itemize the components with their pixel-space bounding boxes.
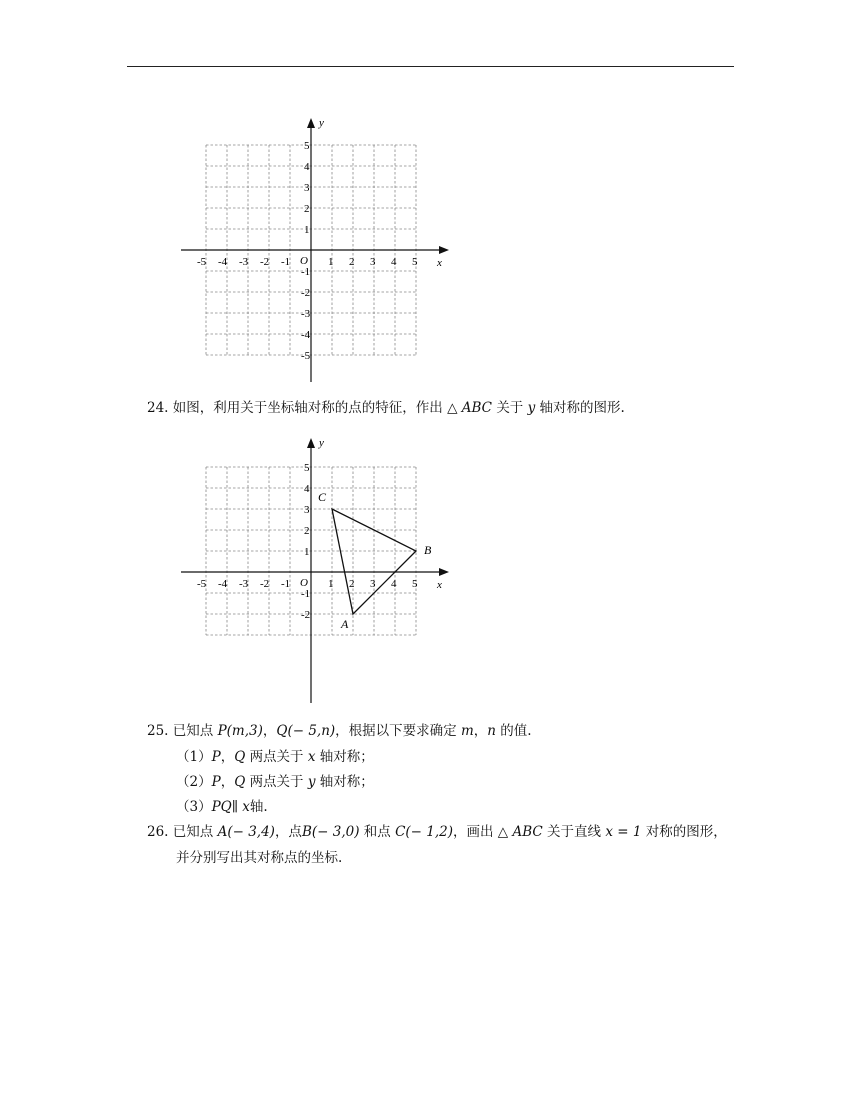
x-tick-label: -1 (281, 578, 291, 590)
q24-math-triangle: △ ABC (447, 400, 493, 416)
x-tick-label: 3 (370, 578, 376, 590)
q25-item-1-t1: 两点关于 (249, 749, 304, 765)
q25-item-1 (176, 747, 374, 767)
q26-math-a: A(− 3,4) (217, 824, 275, 840)
q26-line2: 并分别写出其对称点的坐标. (176, 850, 343, 866)
origin-label: O (300, 577, 308, 589)
y-tick-label: -5 (301, 350, 311, 362)
origin-label: O (300, 255, 308, 267)
y-tick-label: 5 (304, 140, 310, 152)
q26-math-b: B(− 3,0) (301, 824, 360, 840)
y-tick-label: 4 (304, 161, 310, 173)
q26-number: 26. (147, 824, 169, 840)
q25-item-2 (176, 772, 374, 792)
y-tick-label: -1 (301, 588, 311, 600)
x-tick-label: 4 (391, 256, 397, 268)
q25-sep2: ， (473, 723, 488, 739)
q25-item-2-prefix: （2） (176, 774, 212, 790)
x-tick-label: -2 (260, 578, 270, 590)
x-tick-label: -5 (197, 578, 207, 590)
q25-math-q: Q(− 5,n) (276, 723, 336, 739)
q26-text-b: ，点 (274, 824, 302, 840)
y-axis-label: y (319, 437, 324, 449)
y-axis-arrow (307, 438, 315, 448)
q25-text-b: ，根据以下要求确定 (335, 723, 457, 739)
y-tick-label: 1 (304, 546, 310, 558)
q25-item-3 (176, 797, 268, 817)
q26-math-triangle: △ ABC (497, 824, 543, 840)
y-tick-label: 2 (304, 203, 310, 215)
q26-text-a: 已知点 (172, 824, 214, 840)
vertex-label-b: B (424, 543, 432, 557)
q25-item-1-p: P (211, 749, 221, 765)
q24-number: 24. (147, 400, 169, 416)
q26-text-d: ，画出 (453, 824, 494, 840)
y-tick-label: 3 (304, 182, 310, 194)
q25-item-1-prefix: （1） (176, 749, 212, 765)
x-axis-label: x (437, 579, 442, 591)
x-tick-label: 2 (349, 578, 355, 590)
y-axis-label: y (319, 117, 324, 129)
q25-item-3-pq: PQ (211, 799, 232, 815)
q24-text-a: 如图，利用关于坐标轴对称的点的特征，作出 (172, 400, 443, 416)
y-tick-label: 1 (304, 224, 310, 236)
x-tick-label: -5 (197, 256, 207, 268)
x-tick-label: 5 (412, 578, 418, 590)
q25-math-n: n (487, 723, 496, 739)
x-tick-label: 5 (412, 256, 418, 268)
y-tick-label: -3 (301, 308, 311, 320)
q25-item-3-t2: 轴. (249, 799, 268, 815)
q25-item-3-axis: x (242, 799, 250, 815)
q25-text-a: 已知点 (172, 723, 214, 739)
y-tick-label: 4 (304, 483, 310, 495)
x-axis-label: x (437, 257, 442, 269)
q25-item-1-t2: 轴对称； (319, 749, 374, 765)
x-tick-label: 1 (328, 578, 334, 590)
x-tick-label: 2 (349, 256, 355, 268)
q25-item-2-t2: 轴对称； (319, 774, 374, 790)
x-tick-label: -3 (239, 256, 249, 268)
q24-text-b: 关于 (496, 400, 524, 416)
q25-item-2-axis: y (307, 774, 316, 790)
q25-item-1-sep: ， (220, 749, 235, 765)
q25-item-2-sep: ， (220, 774, 235, 790)
y-tick-label: -1 (301, 266, 311, 278)
x-tick-label: -2 (260, 256, 270, 268)
q25-item-2-p: P (211, 774, 221, 790)
q26-math-c: C(− 1,2) (395, 824, 453, 840)
q26-math-line: x = 1 (605, 824, 642, 840)
question-26 (147, 822, 727, 842)
question-25 (147, 721, 532, 741)
vertex-label-a: A (341, 617, 349, 631)
q25-sep1: ， (262, 723, 277, 739)
x-tick-label: -4 (218, 256, 228, 268)
q25-item-1-q: Q (234, 749, 246, 765)
x-tick-label: 4 (391, 578, 397, 590)
q26-text-c: 和点 (363, 824, 391, 840)
q25-number: 25. (147, 723, 169, 739)
vertex-label-c: C (318, 490, 327, 504)
y-tick-label: 5 (304, 462, 310, 474)
q25-math-m: m (460, 723, 474, 739)
q25-item-1-axis: x (307, 749, 316, 765)
x-tick-label: -3 (239, 578, 249, 590)
q25-math-p: P(m,3) (217, 723, 263, 739)
x-tick-label: -4 (218, 578, 228, 590)
y-tick-label: -2 (301, 609, 311, 621)
y-tick-label: -4 (301, 329, 311, 341)
q26-text-e: 关于直线 (547, 824, 602, 840)
x-tick-label: -1 (281, 256, 291, 268)
y-tick-label: 3 (304, 504, 310, 516)
x-tick-label: 3 (370, 256, 376, 268)
x-tick-label: 1 (328, 256, 334, 268)
x-axis-arrow (439, 568, 449, 576)
q24-math-y: y (527, 400, 536, 416)
q25-item-3-parallel: ∥ (231, 799, 238, 815)
q26-text-f: 对称的图形， (645, 824, 727, 840)
q25-item-2-q: Q (234, 774, 246, 790)
y-tick-label: -2 (301, 287, 311, 299)
q24-text-c: 轴对称的图形. (539, 400, 625, 416)
y-tick-label: 2 (304, 525, 310, 537)
q25-item-3-prefix: （3） (176, 799, 212, 815)
q25-item-2-t1: 两点关于 (249, 774, 304, 790)
q25-text-c: 的值. (500, 723, 532, 739)
